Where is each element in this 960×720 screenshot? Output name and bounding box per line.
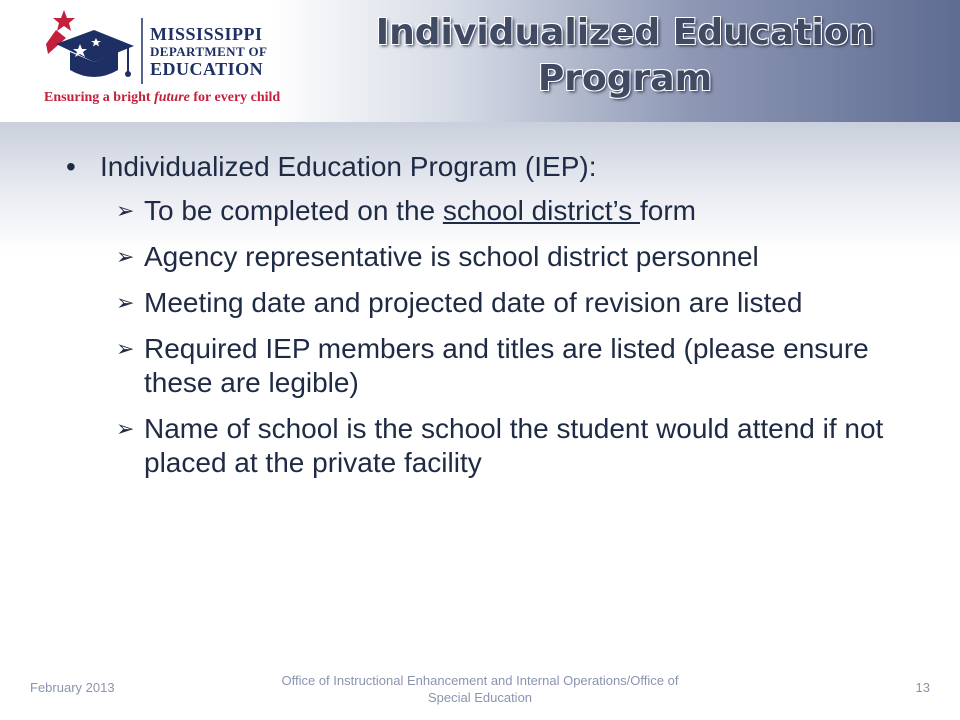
sub-bullet-4-text: Required IEP members and titles are listed (please ensure these are legible) [144,333,869,398]
sub-bullet-2-text: Agency representative is school district personnel [144,241,759,272]
sub-bullet-5 [60,412,930,480]
arrow-bullet-icon: ➢ [116,336,135,361]
slide-title: Individualized Education Program [375,12,875,99]
arrow-bullet-icon: ➢ [116,290,135,315]
sub-bullet-1-pre: To be completed on the [144,195,443,226]
page-number: 13 [915,680,930,695]
logo-line-mississippi: MISSISSIPPI [150,24,263,44]
sub-bullet-1-post: form [639,195,696,226]
arrow-bullet-icon: ➢ [116,244,135,269]
arrow-bullet-icon: ➢ [116,198,135,223]
sub-bullet-2 [60,240,930,274]
tagline-pre: Ensuring a bright [44,90,155,105]
sub-bullet-4 [60,332,930,400]
bullet-dot-icon: • [66,151,76,182]
logo-line-education: EDUCATION [150,59,264,79]
footer-date: February 2013 [30,680,115,695]
footer-office: Office of Instructional Enhancement and Internal Operations/Office of Special Education [281,673,679,705]
slide-content [60,150,930,492]
sub-bullet-5-text: Name of school is the school the student would attend if not placed at the private facility [144,413,884,478]
tagline-post: for every child [189,90,281,105]
logo-tagline [44,90,304,106]
logo-wordmark [150,24,267,79]
mde-logo [36,8,296,112]
arrow-bullet-icon: ➢ [116,416,135,441]
main-bullet [60,150,930,184]
slide-footer [0,672,960,712]
logo-line-department: DEPARTMENT OF [150,44,268,59]
sub-bullet-1 [60,194,930,228]
graduation-cap-icon [36,8,146,90]
sub-bullet-3 [60,286,930,320]
tagline-future: future [154,90,190,105]
sub-bullet-1-underlined: school district’s [442,195,640,226]
main-bullet-text: Individualized Education Program (IEP): [100,151,597,182]
sub-bullet-3-text: Meeting date and projected date of revision are listed [144,287,803,318]
